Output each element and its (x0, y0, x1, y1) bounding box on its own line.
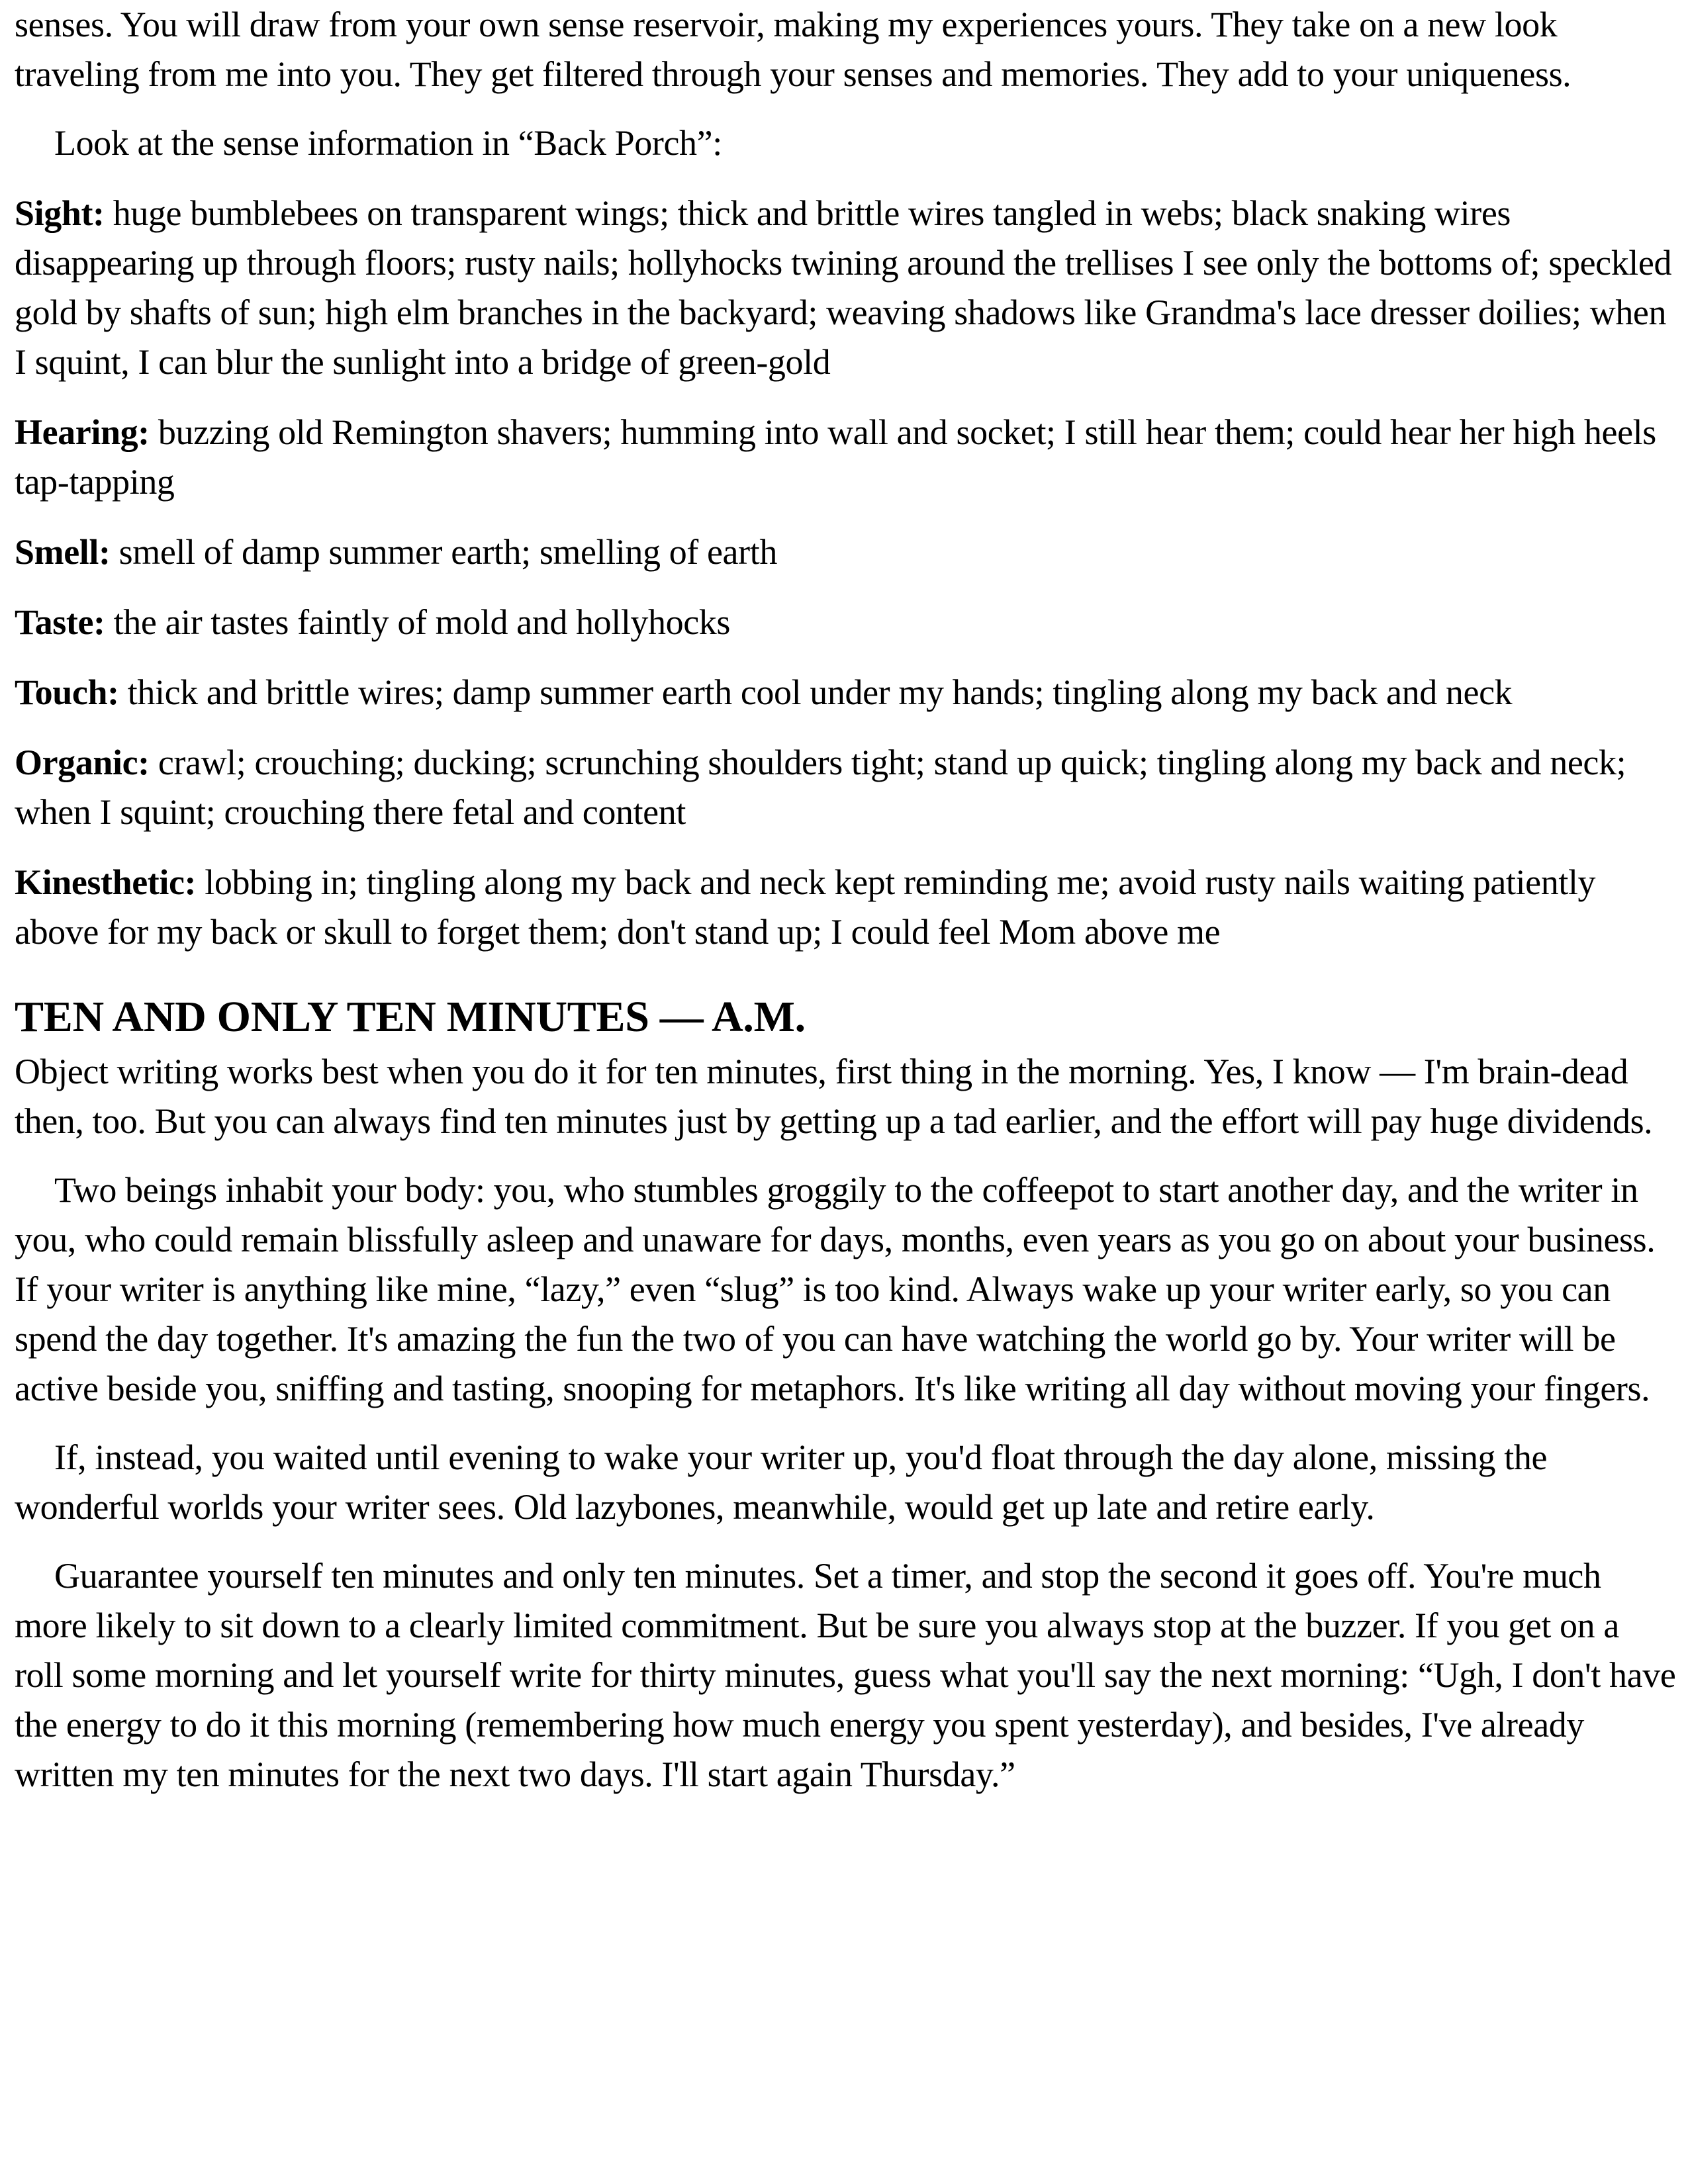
sense-label-hearing: Hearing: (15, 412, 150, 452)
sense-text-hearing: buzzing old Remington shavers; humming into wall and socket; I still hear them; could hear her high heels tap-tapping (15, 412, 1656, 502)
sense-text-sight: huge bumblebees on transparent wings; thick and brittle wires tangled in webs; black snaking wires disappearing up through floors; rusty nails; hollyhocks twining around the trellises I see only the bottoms of; speckled gold by shafts of sun; high elm branches in the backyard; weaving shadows like Grandma's lace dresser doilies; when I squint, I can blur the sunlight into a bridge of green-gold (15, 193, 1672, 382)
sense-entry-hearing (15, 408, 1676, 507)
sense-label-taste: Taste: (15, 602, 105, 642)
sense-label-touch: Touch: (15, 672, 119, 712)
section-heading: TEN AND ONLY TEN MINUTES — A.M. (15, 993, 806, 1041)
body-paragraph-1: Object writing works best when you do it for ten minutes, first thing in the morning. Yes, I know — I'm brain-dead then, too. But you can always find ten minutes just by getting up a tad earlier, and the effort will pay huge dividends. (15, 1052, 1653, 1141)
intro-paragraph: senses. You will draw from your own sense reservoir, making my experiences yours. They take on a new look traveling from me into you. They get filtered through your senses and memories. They add to your uniqueness. (15, 5, 1571, 94)
sense-label-kinesthetic: Kinesthetic: (15, 862, 197, 902)
body-paragraph-2: Two beings inhabit your body: you, who stumbles groggily to the coffeepot to start another day, and the writer in you, who could remain blissfully asleep and unaware for days, months, even years as you go on about your business. If your writer is anything like mine, “lazy,” even “slug” is too kind. Always wake up your writer early, so you can spend the day together. It's amazing the fun the two of you can have watching the world go by. Your writer will be active beside you, sniffing and tasting, snooping for metaphors. It's like writing all day without moving your fingers. (15, 1170, 1656, 1408)
sense-label-organic: Organic: (15, 743, 150, 782)
sense-entry-kinesthetic (15, 858, 1676, 957)
body-paragraph-3: If, instead, you waited until evening to wake your writer up, you'd float through the day alone, missing the wonderful worlds your writer sees. Old lazybones, meanwhile, would get up late and retire early. (15, 1437, 1548, 1527)
sense-label-sight: Sight: (15, 193, 105, 233)
sense-entry-sight (15, 189, 1676, 387)
sense-text-touch: thick and brittle wires; damp summer earth cool under my hands; tingling along my back and neck (118, 672, 1513, 712)
sense-lead-in: Look at the sense information in “Back Porch”: (54, 123, 722, 163)
sense-text-organic: crawl; crouching; ducking; scrunching shoulders tight; stand up quick; tingling along my back and neck; when I squint; crouching there fetal and content (15, 743, 1626, 832)
sense-entry-taste (15, 598, 1676, 647)
sense-entry-touch (15, 668, 1676, 717)
sense-entry-organic (15, 738, 1676, 837)
sense-entry-smell (15, 527, 1676, 577)
sense-label-smell: Smell: (15, 532, 111, 572)
sense-text-taste: the air tastes faintly of mold and hollyhocks (105, 602, 731, 642)
body-paragraph-4: Guarantee yourself ten minutes and only ten minutes. Set a timer, and stop the second it goes off. You're much more likely to sit down to a clearly limited commitment. But be sure you always stop at the buzzer. If you get on a roll some morning and let yourself write for thirty minutes, guess what you'll say the next morning: “Ugh, I don't have the energy to do it this morning (remembering how much energy you spent yesterday), and besides, I've already written my ten minutes for the next two days. I'll start again Thursday.” (15, 1556, 1676, 1794)
sense-text-kinesthetic: lobbing in; tingling along my back and neck kept reminding me; avoid rusty nails waiting patiently above for my back or skull to forget them; don't stand up; I could feel Mom above me (15, 862, 1596, 952)
sense-text-smell: smell of damp summer earth; smelling of earth (110, 532, 777, 572)
document-page (15, 0, 1676, 1799)
